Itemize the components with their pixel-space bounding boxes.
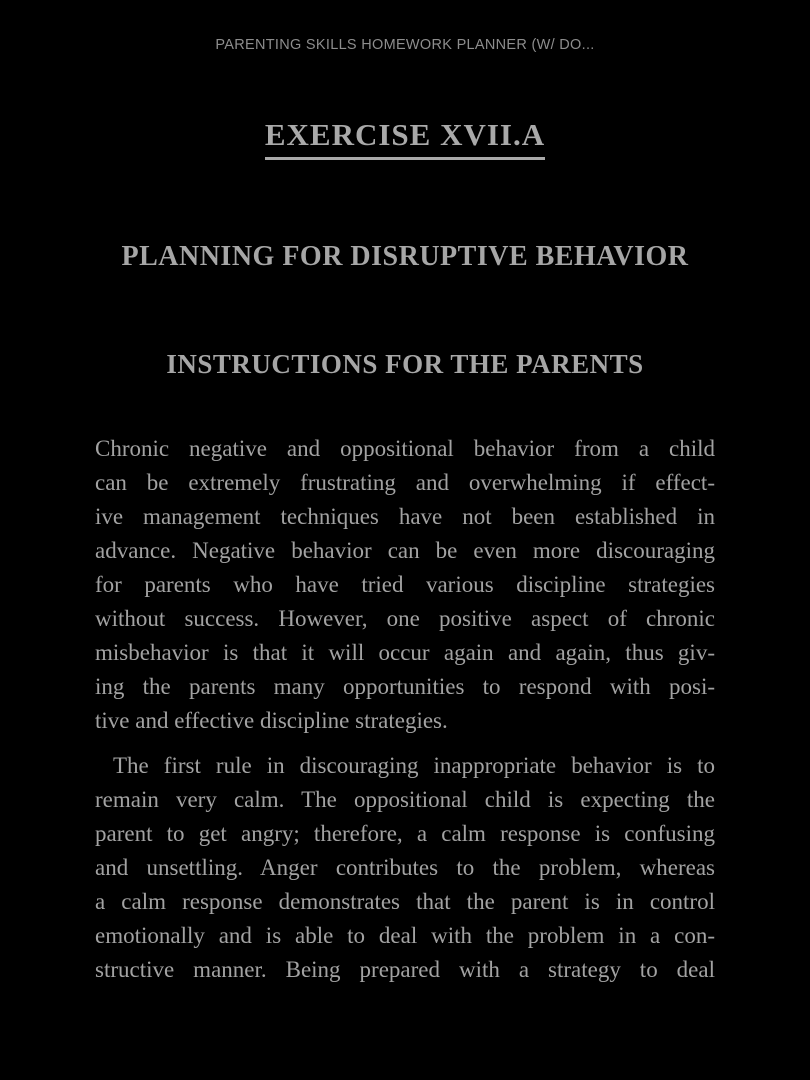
text-line: without success. However, one positive aspect of chronic — [95, 606, 715, 632]
text-line: structive manner. Being prepared with a strategy to deal — [95, 957, 715, 983]
text-line: tive and effective discipline strategies. — [95, 708, 448, 734]
section-heading: INSTRUCTIONS FOR THE PARENTS — [166, 348, 644, 379]
exercise-heading — [95, 116, 715, 160]
text-line: advance. Negative behavior can be even more discouraging — [95, 538, 715, 564]
text-line: a calm response demonstrates that the parent is in control — [95, 889, 715, 915]
running-header-book-title: PARENTING SKILLS HOMEWORK PLANNER (W/ DO... — [215, 37, 595, 53]
page-content — [95, 0, 715, 987]
paragraph-2 — [95, 749, 715, 987]
text-line: emotionally and is able to deal with the problem in a con- — [95, 923, 715, 949]
text-line: can be extremely frustrating and overwhelming if effect- — [95, 470, 715, 496]
text-line: ive management techniques have not been established in — [95, 504, 715, 530]
text-line: misbehavior is that it will occur again and again, thus giv- — [95, 640, 715, 666]
chapter-heading: PLANNING FOR DISRUPTIVE BEHAVIOR — [121, 241, 689, 273]
text-line: for parents who have tried various discipline strategies — [95, 572, 715, 598]
text-line: parent to get angry; therefore, a calm response is confusing — [95, 821, 715, 847]
text-line: Chronic negative and oppositional behavior from a child — [95, 436, 715, 462]
text-line: ing the parents many opportunities to respond with posi- — [95, 674, 715, 700]
exercise-heading-text: EXERCISE XVII.A — [265, 116, 545, 160]
text-line: remain very calm. The oppositional child is expecting the — [95, 787, 715, 813]
body-text — [95, 432, 715, 987]
text-line: The first rule in discouraging inappropriate behavior is to — [113, 753, 715, 779]
text-line: and unsettling. Anger contributes to the problem, whereas — [95, 855, 715, 881]
paragraph-1 — [95, 432, 715, 738]
